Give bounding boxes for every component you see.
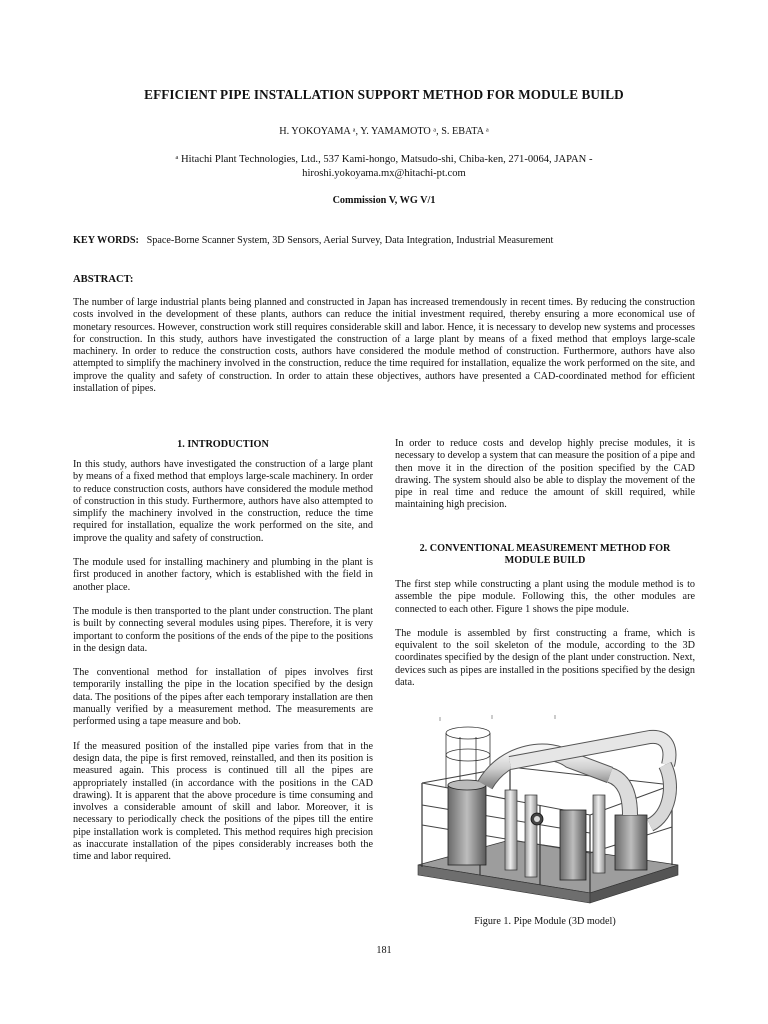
keywords-text: Space-Borne Scanner System, 3D Sensors, Aerial Survey, Data Integration, Industrial Measurement (146, 235, 554, 246)
section-2-heading-line-1: 2. CONVENTIONAL MEASUREMENT METHOD FOR (419, 543, 671, 554)
paper-title: EFFICIENT PIPE INSTALLATION SUPPORT METHOD FOR MODULE BUILD (144, 87, 624, 102)
paragraph: If the measured position of the installed pipe varies from that in the design data, the pipe is first removed, reinstalled, and then its position is measured again. This process is continued till all the pipes are appropriately installed (in accordance with the positions in the CAD drawing). It is apparent that the above procedure is time consuming and involves a considerable amount of skill and labor. Moreover, it is necessary to periodically check the positions of the pipes till the entire pipe installation work is completed. This method requires high precision as inaccurate installation of the pipes considerably increases both the time and labor required. (73, 740, 373, 863)
paragraph: The first step while constructing a plant using the module method is to assemble the pipe module. Following this, the other modules are connected to each other. Figure 1 shows the pipe module. (395, 579, 695, 615)
abstract-heading: ABSTRACT: (73, 274, 134, 285)
paragraph: The module is assembled by first constructing a frame, which is equivalent to the soil skeleton of the module, according to the 3D coordinates specified by the design of the plant under construction. Next, devices such as pipes are installed in the positions specified by the design data. (395, 627, 695, 689)
right-intro-body (395, 438, 695, 524)
commission-line: Commission V, WG V/1 (332, 195, 436, 206)
abstract-text: The number of large industrial plants being planned and constructed in Japan has increased tremendously in recent times. By reducing the construction costs involved in the development of these plants, authors can reduce the initial investment required, thereby ensuring a more economical use of monetary resources. However, construction work still requires considerable skill and labor. Hence, it is necessary to develop new systems and processes for construction. In this study, authors have investigated the construction of a large plant by means of a fixed method that employs large-scale machinery. In order to reduce the construction costs, authors have considered the module method of construction. Furthermore, authors have also attempted to simplify the machinery involved in the construction, reduce the time required for installation, equalize the work performed on the site, and improve the quality and safety of construction. In order to attain these objectives, authors have presented a CAD-coordinated method for efficient installation of pipes. (73, 297, 695, 395)
pipe-module-figure (410, 715, 683, 905)
author-list: H. YOKOYAMA ᵃ, Y. YAMAMOTO ᵃ, S. EBATA ᵃ (279, 126, 489, 137)
paragraph: The conventional method for installation of pipes involves first temporarily installing the pipe in the location specified by the design data. The positions of the pipes after each temporary installation are then manually verified by a measurement method. The measurements are performed using a tape measure and bob. (73, 667, 373, 728)
paragraph: In order to reduce costs and develop highly precise modules, it is necessary to develop a system that can measure the position of a pipe and then move it in the direction of the position specified by the CAD drawing. The system should also be able to display the movement of the pipe in real time and reduce the amount of skill required, while maintaining high precision. (395, 438, 695, 511)
paragraph: The module used for installing machinery and plumbing in the plant is first produced in another factory, which is established with the field in another place. (73, 557, 373, 593)
figure-caption: Figure 1. Pipe Module (3D model) (474, 916, 616, 927)
affiliation (0, 153, 768, 181)
section-2-body (395, 579, 695, 701)
section-1-body (73, 459, 373, 876)
affiliation-email: hiroshi.yokoyama.mx@hitachi-pt.com (302, 168, 466, 179)
affiliation-line-1: ᵃ Hitachi Plant Technologies, Ltd., 537 Kami-hongo, Matsudo-shi, Chiba-ken, 271-0064, JAPAN - (175, 154, 593, 165)
section-1-heading: 1. INTRODUCTION (177, 439, 269, 450)
section-2-heading-line-2: MODULE BUILD (504, 555, 586, 567)
keywords-line (73, 235, 703, 246)
keywords-label: KEY WORDS: (73, 235, 139, 246)
paragraph: The module is then transported to the plant under construction. The plant is built by connecting several modules using pipes. Therefore, it is very important to conform the positions of the ends of the pipe to the positions in the design data. (73, 605, 373, 654)
paragraph: In this study, authors have investigated the construction of a large plant by means of a fixed method that employs large-scale machinery. In order to reduce construction costs, authors have considered the module method of construction in this study. Furthermore, authors have also attempted to simplify the machinery involved in the construction, reduce the time required for installation, equalize the work performed on the site, and improve the quality and safety of construction. (73, 459, 373, 544)
section-2-heading (395, 543, 695, 568)
page-number: 181 (376, 945, 392, 956)
pipe-module-3d-illustration (410, 715, 683, 905)
